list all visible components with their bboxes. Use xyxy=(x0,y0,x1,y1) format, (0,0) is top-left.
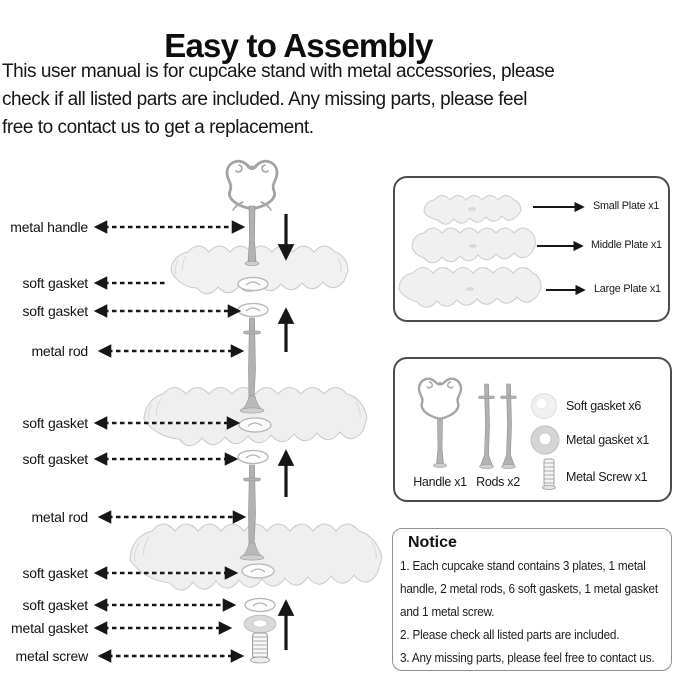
handle-icon xyxy=(227,161,277,210)
part-label-metal-screw: Metal Screw x1 xyxy=(566,470,648,484)
part-label-metal-gasket: Metal gasket x1 xyxy=(566,433,650,447)
part-label-soft-gasket: Soft gasket x6 xyxy=(566,399,642,413)
soft-gasket-icon xyxy=(238,451,268,464)
plate-label-large: Large Plate x1 xyxy=(594,283,661,295)
notice-title: Notice xyxy=(408,534,457,551)
notice-text xyxy=(400,555,672,670)
notice-line: 2. Please check all listed parts are included. xyxy=(400,628,620,642)
callout-metal-screw: metal screw xyxy=(15,648,88,664)
callout-metal-rod-2: metal rod xyxy=(31,509,88,525)
callout-soft-gasket-5: soft gasket xyxy=(22,565,88,581)
soft-gasket-icon xyxy=(245,599,275,612)
notice-line: 3. Any missing parts, please feel free to contact us. xyxy=(400,651,655,665)
intro-text xyxy=(2,58,554,142)
callout-soft-gasket-6: soft gasket xyxy=(22,597,88,613)
notice-line: handle, 2 metal rods, 6 soft gaskets, 1 metal gasket xyxy=(400,582,658,596)
intro-line: check if all listed parts are included. Any missing parts, please feel xyxy=(2,89,528,110)
soft-gasket-icon xyxy=(239,418,271,432)
callout-soft-gasket-4: soft gasket xyxy=(22,451,88,467)
plate-icon xyxy=(144,388,367,446)
metal-screw-icon xyxy=(251,633,270,663)
callout-metal-handle: metal handle xyxy=(10,219,88,235)
intro-line: This user manual is for cupcake stand with metal accessories, please xyxy=(2,61,555,82)
intro-line: free to contact us to get a replacement. xyxy=(2,117,314,138)
part-label-rods: Rods x2 xyxy=(476,475,520,489)
plate-label-middle: Middle Plate x1 xyxy=(591,239,662,251)
page-title: Easy to Assembly xyxy=(164,27,433,65)
callout-soft-gasket-1: soft gasket xyxy=(22,275,88,291)
soft-gasket-icon xyxy=(238,304,268,317)
callout-metal-rod-1: metal rod xyxy=(31,343,88,359)
callout-soft-gasket-2: soft gasket xyxy=(22,303,88,319)
plate-label-small: Small Plate x1 xyxy=(593,200,660,212)
metal-gasket-icon xyxy=(244,615,276,633)
callout-metal-gasket: metal gasket xyxy=(11,620,88,636)
soft-gasket-icon xyxy=(242,564,274,578)
notice-line: 1. Each cupcake stand contains 3 plates, 1 metal xyxy=(400,559,646,573)
part-label-handle: Handle x1 xyxy=(413,475,467,489)
soft-gasket-icon xyxy=(238,278,268,291)
dashed-arrow-icon xyxy=(96,227,244,656)
notice-line: and 1 metal screw. xyxy=(400,605,495,619)
callout-soft-gasket-3: soft gasket xyxy=(22,415,88,431)
